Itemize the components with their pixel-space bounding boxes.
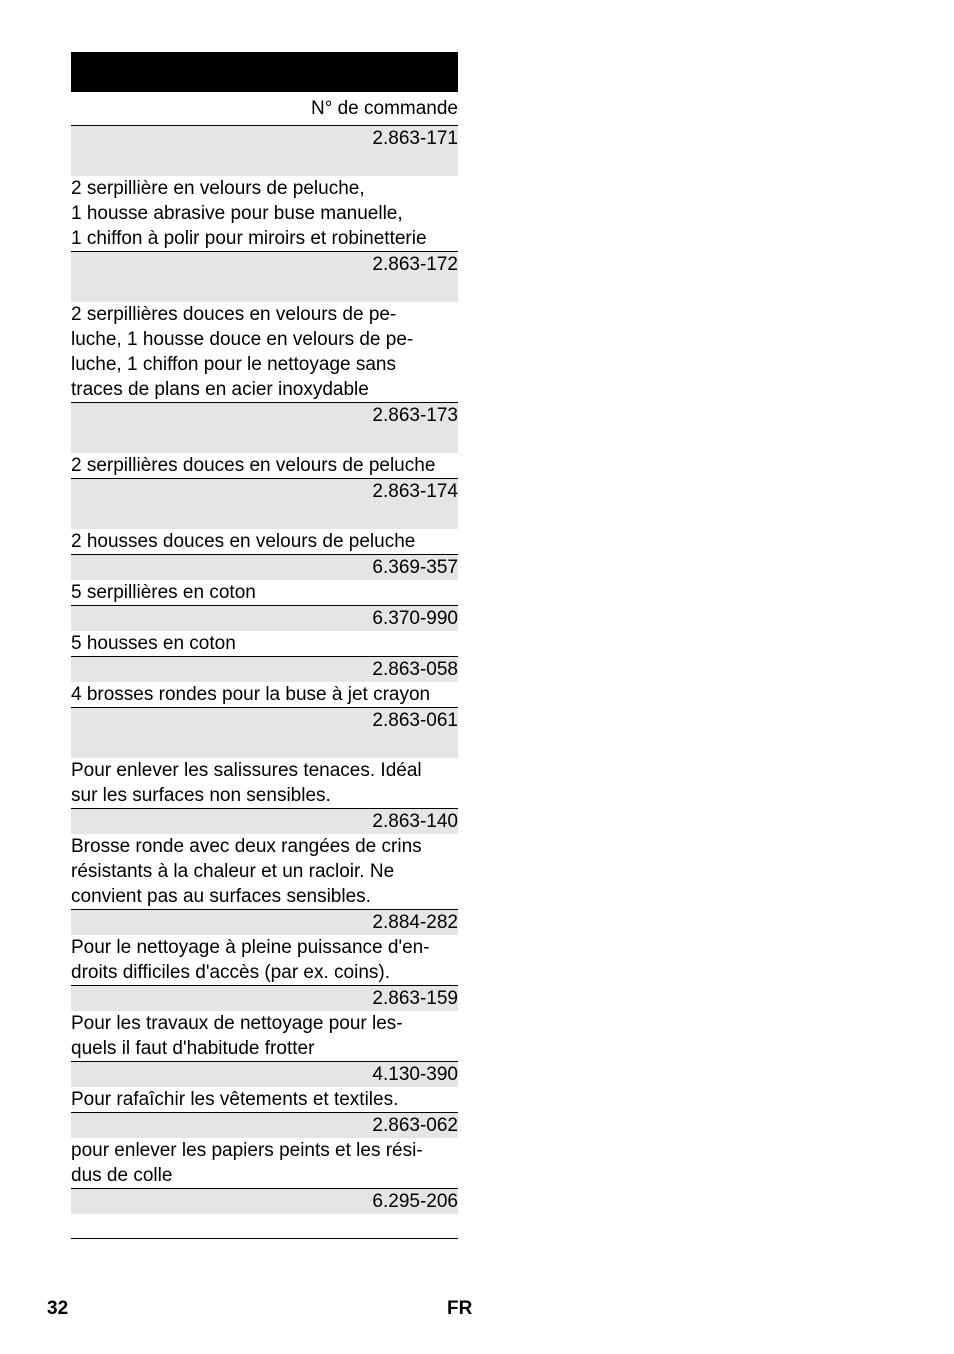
description-line: traces de plans en acier inoxydable: [71, 379, 369, 400]
table-header-bar: [71, 52, 458, 92]
description-line: 2 housses douces en velours de peluche: [71, 531, 416, 552]
description-line: dus de colle: [71, 1165, 173, 1186]
language-code: FR: [447, 1298, 473, 1319]
order-code: 2.884-282: [71, 910, 458, 935]
order-code: 2.863-171: [71, 126, 458, 176]
description-line: luche, 1 housse douce en velours de pe-: [71, 329, 414, 350]
item-description: [71, 1011, 458, 1062]
order-code: 2.863-140: [71, 809, 458, 834]
item-description: [71, 1087, 458, 1113]
description-line: Pour rafaîchir les vêtements et textiles.: [71, 1089, 399, 1110]
description-line: 1 housse abrasive pour buse manuelle,: [71, 203, 403, 224]
description-line: Pour les travaux de nettoyage pour les-: [71, 1013, 403, 1034]
order-code: 2.863-061: [71, 708, 458, 758]
order-code: 4.130-390: [71, 1062, 458, 1087]
order-number-label: N° de commande: [71, 92, 458, 126]
order-code: 2.863-159: [71, 986, 458, 1011]
order-code: 2.863-058: [71, 657, 458, 682]
description-line: Pour enlever les salissures tenaces. Idéal: [71, 760, 422, 781]
item-description: [71, 529, 458, 555]
item-description: [71, 758, 458, 809]
order-code: 6.370-990: [71, 606, 458, 631]
order-code: 2.863-173: [71, 403, 458, 453]
description-line: sur les surfaces non sensibles.: [71, 785, 331, 806]
description-line: 4 brosses rondes pour la buse à jet crayon: [71, 684, 431, 705]
description-line: 1 chiffon à polir pour miroirs et robinetterie: [71, 228, 427, 249]
item-description: [71, 453, 458, 479]
description-line: Brosse ronde avec deux rangées de crins: [71, 836, 422, 857]
description-line: 5 serpillières en coton: [71, 582, 256, 603]
description-line: 2 serpillière en velours de peluche,: [71, 178, 365, 199]
description-line: résistants à la chaleur et un racloir. Ne: [71, 861, 395, 882]
order-code: 6.369-357: [71, 555, 458, 580]
description-line: convient pas au surfaces sensibles.: [71, 886, 371, 907]
item-description: [71, 580, 458, 606]
description-line: Pour le nettoyage à pleine puissance d'en-: [71, 937, 430, 958]
description-line: pour enlever les papiers peints et les rési-: [71, 1140, 423, 1161]
item-description: [71, 682, 458, 708]
order-code: 2.863-062: [71, 1113, 458, 1138]
item-description: [71, 631, 458, 657]
item-description: [71, 935, 458, 986]
page-number: 32: [47, 1298, 69, 1319]
item-description: [71, 176, 458, 252]
description-line: 2 serpillières douces en velours de peluche: [71, 455, 436, 476]
description-line: 5 housses en coton: [71, 633, 236, 654]
order-code: 2.863-172: [71, 252, 458, 302]
description-line: quels il faut d'habitude frotter: [71, 1038, 315, 1059]
accessories-table: [71, 52, 458, 1239]
order-code: 2.863-174: [71, 479, 458, 529]
description-line: 2 serpillières douces en velours de pe-: [71, 304, 397, 325]
description-line: droits difficiles d'accès (par ex. coins).: [71, 962, 391, 983]
item-description: [71, 834, 458, 910]
item-description: [71, 1214, 458, 1239]
item-description: [71, 1138, 458, 1189]
description-line: luche, 1 chiffon pour le nettoyage sans: [71, 354, 396, 375]
order-code: 6.295-206: [71, 1189, 458, 1214]
item-description: [71, 302, 458, 403]
